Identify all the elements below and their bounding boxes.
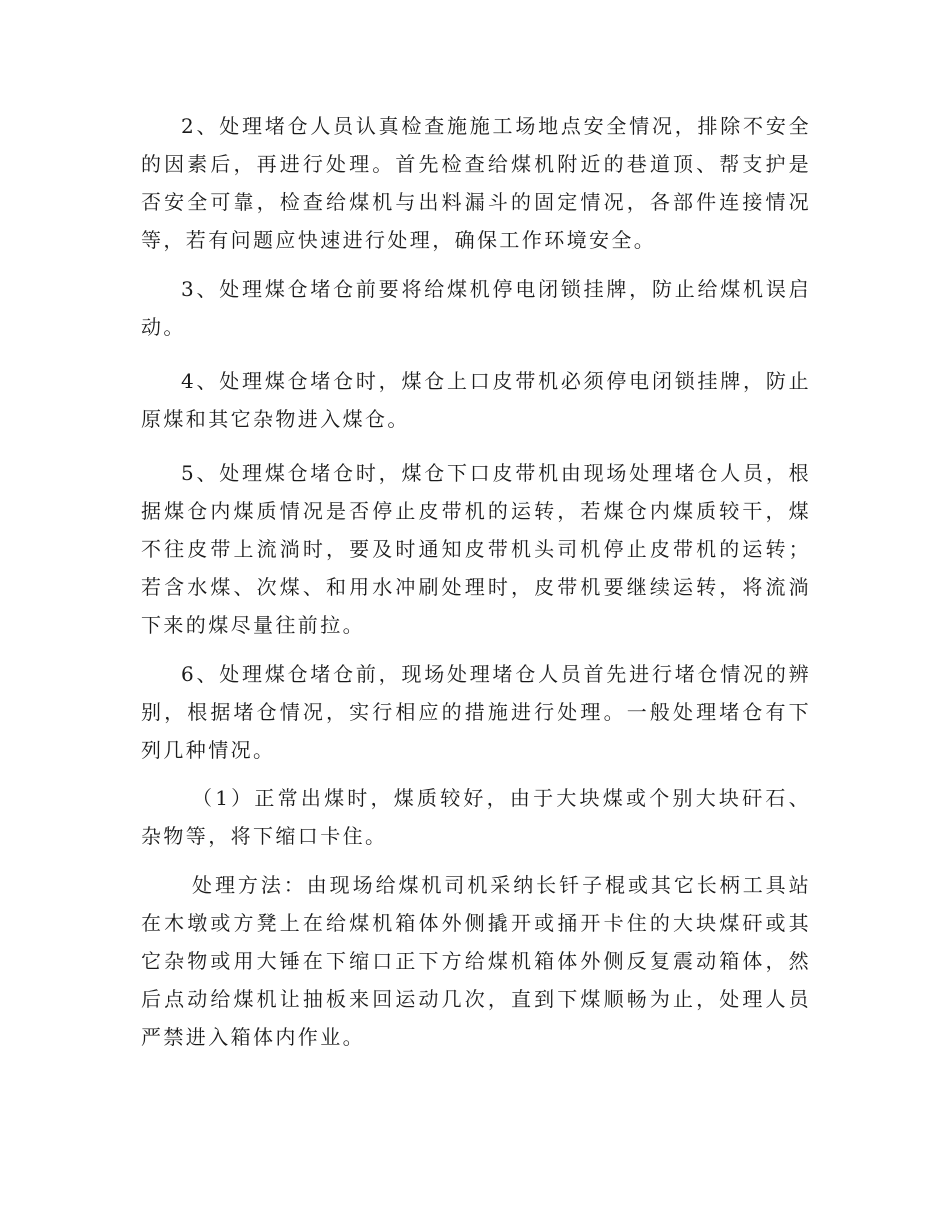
paragraph-sub-item-1: （1）正常出煤时，煤质较好，由于大块煤或个别大块矸石、杂物等，将下缩口卡住。 <box>141 786 811 848</box>
paragraph-method: 处理方法：由现场给煤机司机采纳长钎子棍或其它长柄工具站在木墩或方凳上在给煤机箱体外侧撬开或捅开卡住的大块煤矸或其它杂物或用大锤在下缩口正下方给煤机箱体外侧反复震动箱体，然后点动给煤机让抽板来回运动几次，直到下煤顺畅为止，处理人员严禁进入箱体内作业。 <box>141 873 811 1049</box>
paragraph-item-5: 5、处理煤仓堵仓时，煤仓下口皮带机由现场处理堵仓人员，根据煤仓内煤质情况是否停止皮带机的运转，若煤仓内煤质较干，煤不往皮带上流淌时，要及时通知皮带机头司机停止皮带机的运转；若含水煤、次煤、和用水冲刷处理时，皮带机要继续运转，将流淌下来的煤尽量往前拉。 <box>141 461 811 637</box>
paragraph-item-6: 6、处理煤仓堵仓前，现场处理堵仓人员首先进行堵仓情况的辨别，根据堵仓情况，实行相应的措施进行处理。一般处理堵仓有下列几种情况。 <box>141 662 811 762</box>
paragraph-item-4: 4、处理煤仓堵仓时，煤仓上口皮带机必须停电闭锁挂牌，防止原煤和其它杂物进入煤仓。 <box>141 369 811 431</box>
paragraph-item-2: 2、处理堵仓人员认真检查施施工场地点安全情况，排除不安全的因素后，再进行处理。首先检查给煤机附近的巷道顶、帮支护是否安全可靠，检查给煤机与出料漏斗的固定情况，各部件连接情况等，若有问题应快速进行处理，确保工作环境安全。 <box>141 114 811 252</box>
paragraph-item-3: 3、处理煤仓堵仓前要将给煤机停电闭锁挂牌，防止给煤机误启动。 <box>141 277 811 339</box>
